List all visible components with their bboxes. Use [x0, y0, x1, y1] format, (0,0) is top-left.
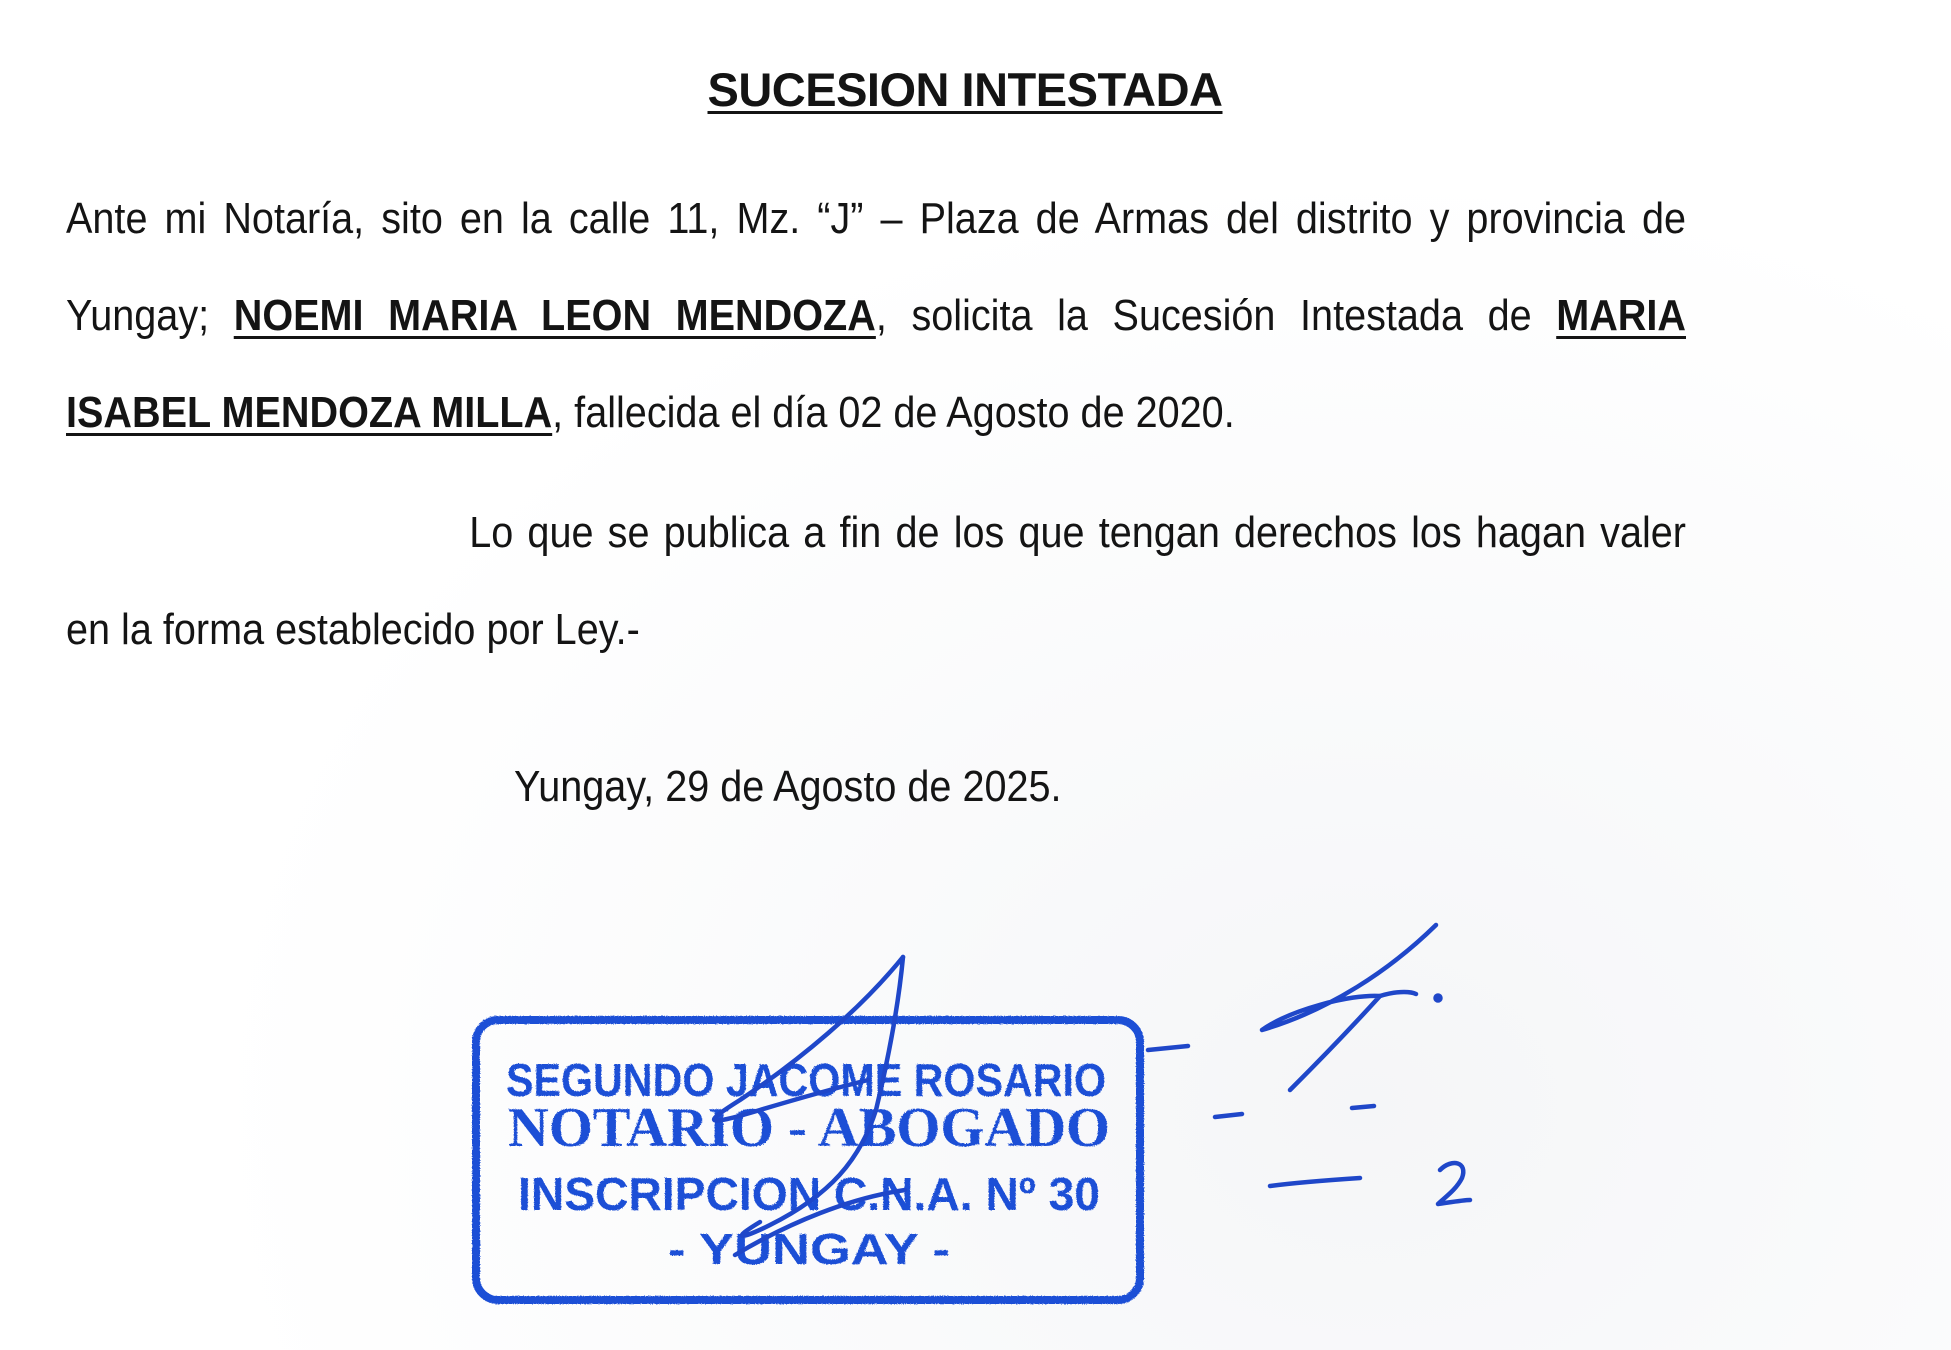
paragraph-line: en la forma establecido por Ley.- [66, 605, 640, 654]
paragraph-line: Ante mi Notaría, sito en la calle 11, Mz. “J” – Plaza de Armas del distrito y provincia de [66, 194, 1686, 243]
stamp-notary-name: SEGUNDO JACOME ROSARIO [506, 1054, 1106, 1106]
signature-stroke [1215, 1114, 1242, 1117]
date-line: Yungay, 29 de Agosto de 2025. [514, 762, 1062, 811]
signature-stroke [1270, 1178, 1360, 1186]
stamp-notary-title: NOTARIO - ABOGADO [508, 1097, 1110, 1159]
deceased-name-part1: MARIA [1556, 291, 1686, 340]
document-title: SUCESION INTESTADA [707, 63, 1223, 116]
signature-dot [1436, 996, 1441, 1001]
signature-stroke [1380, 992, 1416, 996]
signature-stroke [1438, 1163, 1470, 1204]
signature-stroke [1262, 925, 1436, 1090]
petitioner-name: NOEMI MARIA LEON MENDOZA [233, 291, 876, 340]
signature-stroke [1148, 1046, 1188, 1050]
text-segment: , solicita la Sucesión Intestada de [875, 291, 1557, 340]
text-segment: Yungay; [66, 291, 234, 340]
paragraph-line: Lo que se publica a fin de los que tengan derechos los hagan valer [469, 508, 1687, 557]
stamp-city: - YUNGAY - [668, 1225, 950, 1274]
stamp-registration: INSCRIPCION C.N.A. Nº 30 [518, 1168, 1100, 1220]
notary-stamp [476, 1020, 1140, 1300]
deceased-name-part2: ISABEL MENDOZA MILLA [66, 388, 553, 437]
signature-stroke [1352, 1106, 1374, 1108]
text-segment: , fallecida el día 02 de Agosto de 2020. [552, 388, 1235, 437]
